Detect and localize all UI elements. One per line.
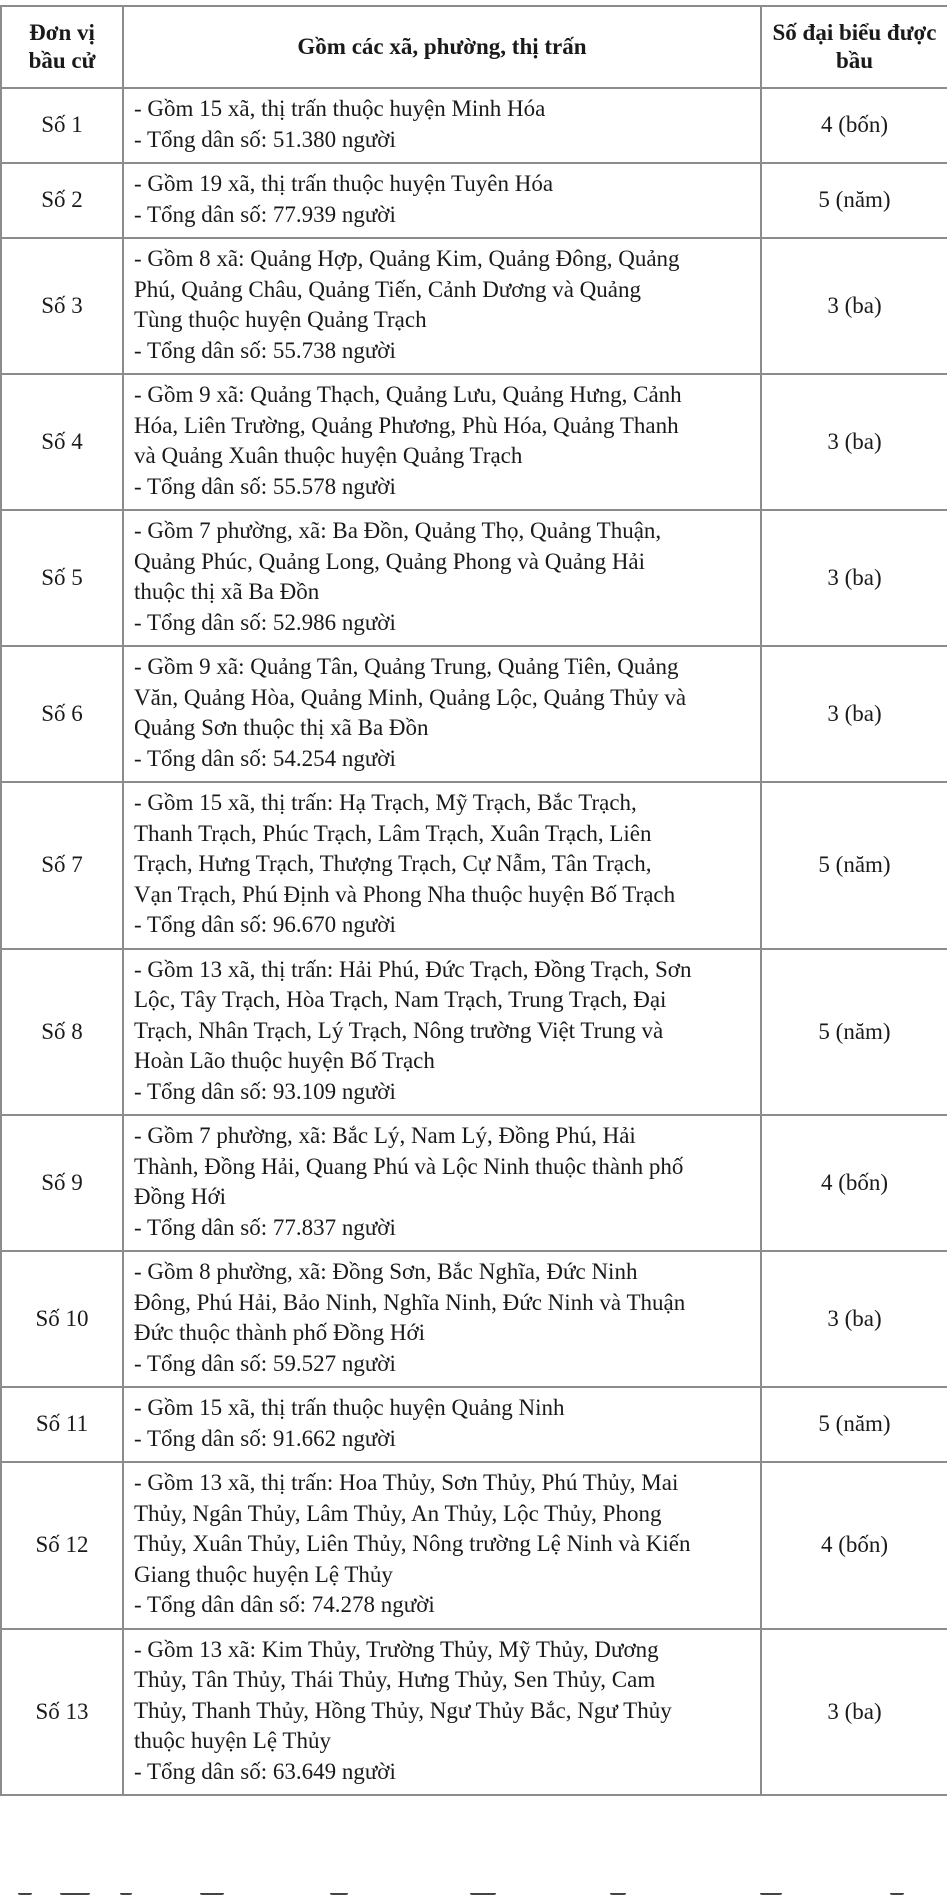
description-line: Thanh Trạch, Phúc Trạch, Lâm Trạch, Xuân Trạch, Liên bbox=[134, 820, 652, 846]
seat-count: 3 (ba) bbox=[761, 374, 947, 510]
table-row bbox=[1, 374, 947, 510]
description-line: - Tổng dân số: 54.254 người bbox=[134, 745, 396, 771]
unit-number: Số 4 bbox=[1, 374, 123, 510]
description-line: Đông, Phú Hải, Bảo Ninh, Nghĩa Ninh, Đức Ninh và Thuận bbox=[134, 1289, 686, 1315]
description-line: - Gồm 15 xã, thị trấn thuộc huyện Quảng Ninh bbox=[134, 1395, 565, 1420]
wards-description bbox=[123, 1462, 761, 1629]
description-line: - Gồm 19 xã, thị trấn thuộc huyện Tuyên Hóa bbox=[134, 171, 554, 196]
wards-description bbox=[123, 1387, 761, 1462]
description-line: Quảng Phúc, Quảng Long, Quảng Phong và Quảng Hải bbox=[134, 548, 646, 574]
description-line: Đức thuộc thành phố Đồng Hới bbox=[134, 1320, 426, 1345]
wards-description bbox=[123, 1629, 761, 1796]
header-unit: Đơn vị bầu cử bbox=[1, 6, 123, 88]
table-row bbox=[1, 1387, 947, 1462]
description-line: - Gồm 15 xã, thị trấn thuộc huyện Minh Hóa bbox=[134, 96, 546, 121]
table-row bbox=[1, 949, 947, 1116]
wards-description bbox=[123, 1251, 761, 1387]
unit-number: Số 11 bbox=[1, 1387, 123, 1462]
unit-number: Số 6 bbox=[1, 646, 123, 782]
description-line: - Tổng dân số: 96.670 người bbox=[134, 912, 396, 937]
wards-description bbox=[123, 949, 761, 1116]
unit-number: Số 12 bbox=[1, 1462, 123, 1629]
wards-description bbox=[123, 782, 761, 949]
description-line: - Tổng dân số: 77.939 người bbox=[134, 201, 396, 227]
seat-count: 5 (năm) bbox=[761, 782, 947, 949]
wards-description bbox=[123, 510, 761, 646]
description-line: Phú, Quảng Châu, Quảng Tiến, Cảnh Dương và Quảng bbox=[134, 276, 641, 302]
seat-count: 3 (ba) bbox=[761, 1251, 947, 1387]
description-line: Trạch, Hưng Trạch, Thượng Trạch, Cự Nẫm, Tân Trạch, bbox=[134, 851, 652, 876]
seat-count: 5 (năm) bbox=[761, 949, 947, 1116]
description-line: - Gồm 13 xã, thị trấn: Hoa Thủy, Sơn Thủy, Phú Thủy, Mai bbox=[134, 1470, 679, 1495]
wards-description bbox=[123, 374, 761, 510]
description-line: thuộc huyện Lệ Thủy bbox=[134, 1728, 331, 1753]
description-line: - Tổng dân số: 55.738 người bbox=[134, 337, 396, 363]
wards-description bbox=[123, 238, 761, 374]
description-line: Thủy, Tân Thủy, Thái Thủy, Hưng Thủy, Sen Thủy, Cam bbox=[134, 1667, 656, 1692]
header-row bbox=[1, 6, 947, 88]
unit-number: Số 10 bbox=[1, 1251, 123, 1387]
description-line: - Gồm 8 phường, xã: Đồng Sơn, Bắc Nghĩa, Đức Ninh bbox=[134, 1259, 638, 1284]
header-wards: Gồm các xã, phường, thị trấn bbox=[123, 6, 761, 88]
description-line: - Tổng dân số: 59.527 người bbox=[134, 1350, 396, 1376]
seat-count: 4 (bốn) bbox=[761, 1115, 947, 1251]
description-line: Văn, Quảng Hòa, Quảng Minh, Quảng Lộc, Quảng Thủy và bbox=[134, 684, 687, 710]
wards-description bbox=[123, 646, 761, 782]
description-line: Thủy, Xuân Thủy, Liên Thủy, Nông trường Lệ Ninh và Kiến bbox=[134, 1531, 691, 1556]
description-line: - Tổng dân số: 91.662 người bbox=[134, 1425, 396, 1451]
description-line: Thủy, Thanh Thủy, Hồng Thủy, Ngư Thủy Bắc, Ngư Thủy bbox=[134, 1697, 672, 1723]
seat-count: 5 (năm) bbox=[761, 1387, 947, 1462]
table-row bbox=[1, 646, 947, 782]
table-row bbox=[1, 510, 947, 646]
description-line: - Gồm 13 xã: Kim Thủy, Trường Thủy, Mỹ Thủy, Dương bbox=[134, 1636, 659, 1662]
seat-count: 3 (ba) bbox=[761, 1629, 947, 1796]
seat-count: 5 (năm) bbox=[761, 163, 947, 238]
description-line: - Tổng dân số: 63.649 người bbox=[134, 1758, 396, 1784]
unit-number: Số 1 bbox=[1, 88, 123, 163]
description-line: Trạch, Nhân Trạch, Lý Trạch, Nông trường Việt Trung và bbox=[134, 1017, 664, 1043]
header-seats: Số đại biểu được bầu bbox=[761, 6, 947, 88]
description-line: Quảng Sơn thuộc thị xã Ba Đồn bbox=[134, 715, 429, 740]
description-line: Hóa, Liên Trường, Quảng Phương, Phù Hóa, Quảng Thanh bbox=[134, 412, 679, 438]
table-row bbox=[1, 1115, 947, 1251]
seat-count: 3 (ba) bbox=[761, 238, 947, 374]
description-line: - Gồm 9 xã: Quảng Tân, Quảng Trung, Quảng Tiên, Quảng bbox=[134, 654, 679, 679]
wards-description bbox=[123, 88, 761, 163]
wards-description bbox=[123, 163, 761, 238]
description-line: Hoàn Lão thuộc huyện Bố Trạch bbox=[134, 1048, 435, 1073]
election-units-table bbox=[0, 5, 947, 1796]
description-line: - Tổng dân dân số: 74.278 người bbox=[134, 1592, 435, 1617]
table-row bbox=[1, 238, 947, 374]
table-row bbox=[1, 163, 947, 238]
description-line: Tùng thuộc huyện Quảng Trạch bbox=[134, 307, 427, 332]
description-line: Thủy, Ngân Thủy, Lâm Thủy, An Thủy, Lộc Thủy, Phong bbox=[134, 1500, 662, 1526]
table-row bbox=[1, 1251, 947, 1387]
description-line: - Tổng dân số: 52.986 người bbox=[134, 609, 396, 635]
description-line: - Gồm 7 phường, xã: Bắc Lý, Nam Lý, Đồng Phú, Hải bbox=[134, 1123, 636, 1148]
description-line: - Tổng dân số: 51.380 người bbox=[134, 126, 396, 152]
description-line: - Gồm 8 xã: Quảng Hợp, Quảng Kim, Quảng Đông, Quảng bbox=[134, 246, 680, 271]
description-line: - Gồm 7 phường, xã: Ba Đồn, Quảng Thọ, Quảng Thuận, bbox=[134, 518, 662, 543]
table-row bbox=[1, 782, 947, 949]
unit-number: Số 2 bbox=[1, 163, 123, 238]
unit-number: Số 7 bbox=[1, 782, 123, 949]
description-line: - Tổng dân số: 93.109 người bbox=[134, 1078, 396, 1104]
description-line: Thành, Đồng Hải, Quang Phú và Lộc Ninh thuộc thành phố bbox=[134, 1153, 684, 1179]
wards-description bbox=[123, 1115, 761, 1251]
description-line: - Gồm 15 xã, thị trấn: Hạ Trạch, Mỹ Trạch, Bắc Trạch, bbox=[134, 790, 637, 815]
description-line: Lộc, Tây Trạch, Hòa Trạch, Nam Trạch, Trung Trạch, Đại bbox=[134, 987, 667, 1012]
description-line: Vạn Trạch, Phú Định và Phong Nha thuộc huyện Bố Trạch bbox=[134, 881, 676, 907]
unit-number: Số 5 bbox=[1, 510, 123, 646]
seat-count: 3 (ba) bbox=[761, 646, 947, 782]
seat-count: 4 (bốn) bbox=[761, 88, 947, 163]
unit-number: Số 8 bbox=[1, 949, 123, 1116]
unit-number: Số 13 bbox=[1, 1629, 123, 1796]
table-row bbox=[1, 1629, 947, 1796]
table-row bbox=[1, 1462, 947, 1629]
table-body bbox=[1, 88, 947, 1795]
unit-number: Số 9 bbox=[1, 1115, 123, 1251]
seat-count: 4 (bốn) bbox=[761, 1462, 947, 1629]
description-line: Giang thuộc huyện Lệ Thủy bbox=[134, 1561, 393, 1587]
description-line: thuộc thị xã Ba Đồn bbox=[134, 579, 320, 604]
description-line: - Tổng dân số: 55.578 người bbox=[134, 473, 396, 499]
description-line: - Gồm 13 xã, thị trấn: Hải Phú, Đức Trạch, Đồng Trạch, Sơn bbox=[134, 956, 692, 982]
description-line: Đồng Hới bbox=[134, 1184, 227, 1209]
description-line: - Gồm 9 xã: Quảng Thạch, Quảng Lưu, Quảng Hưng, Cảnh bbox=[134, 382, 682, 407]
table-row bbox=[1, 88, 947, 163]
unit-number: Số 3 bbox=[1, 238, 123, 374]
seat-count: 3 (ba) bbox=[761, 510, 947, 646]
description-line: và Quảng Xuân thuộc huyện Quảng Trạch bbox=[134, 443, 523, 468]
description-line: - Tổng dân số: 77.837 người bbox=[134, 1214, 396, 1240]
cut-off-next-line bbox=[0, 1893, 947, 1902]
